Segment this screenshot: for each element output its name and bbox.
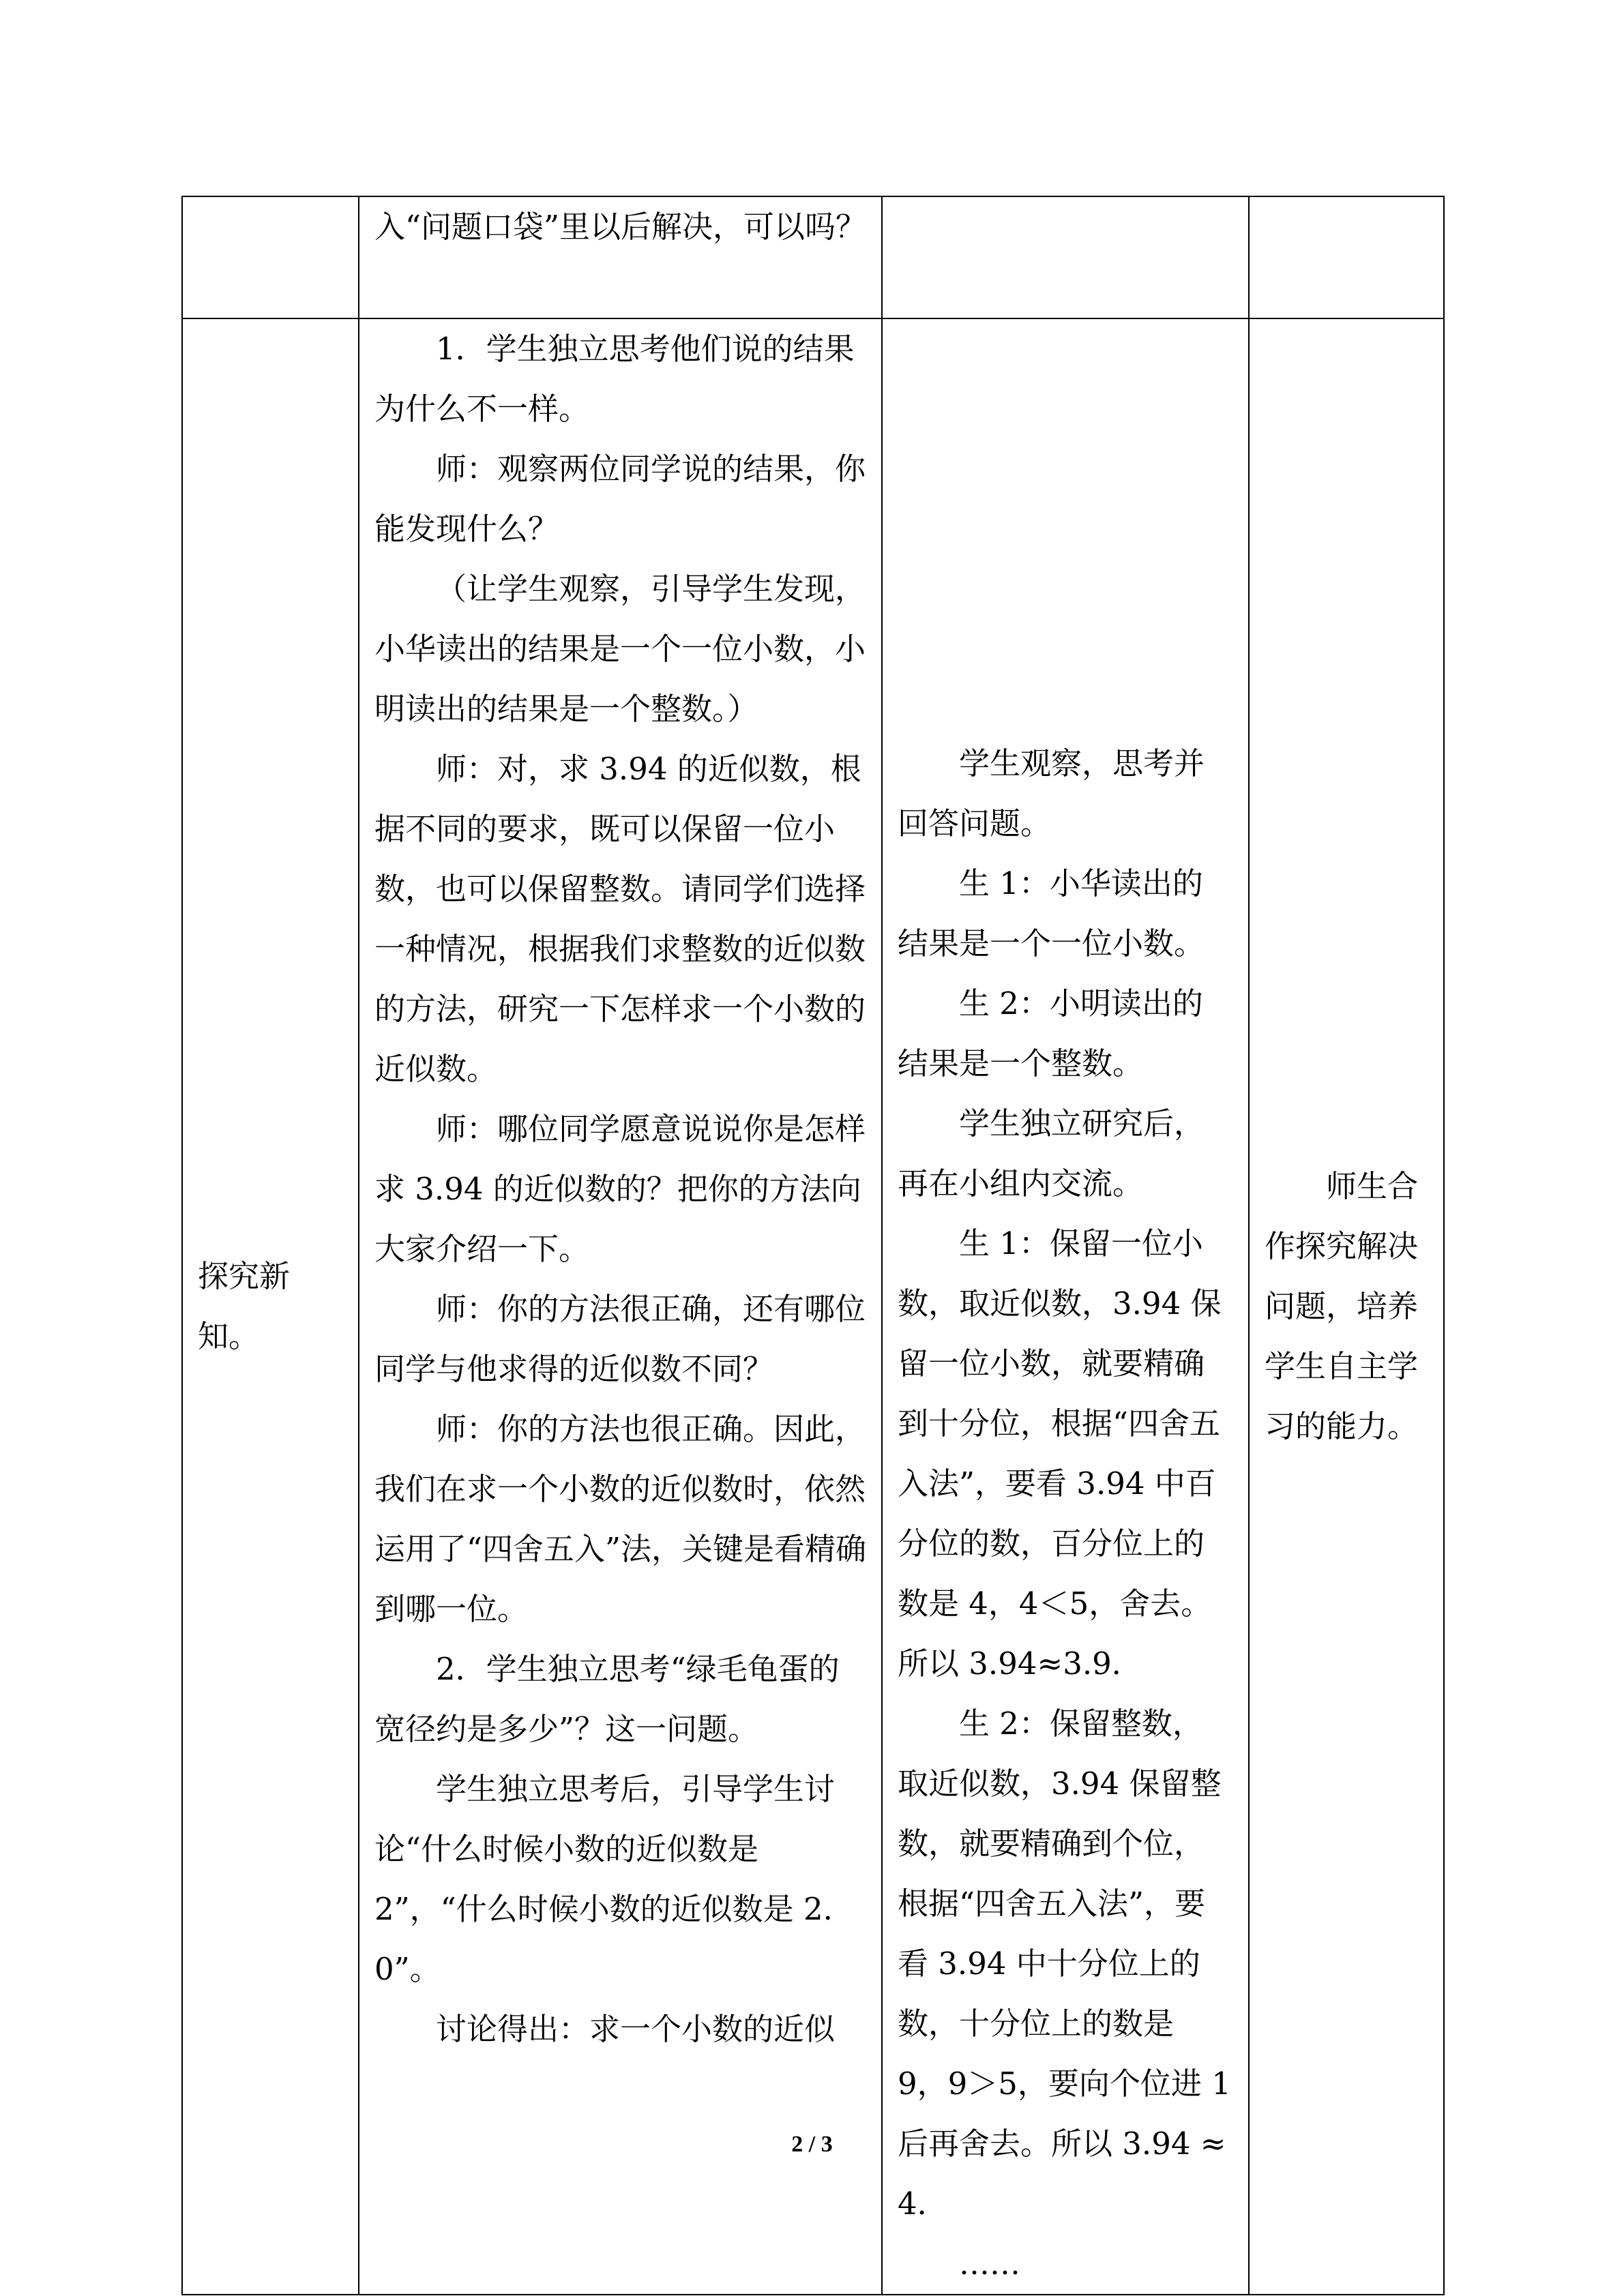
- design-intent-text: 师生合作探究解决问题，培养学生自主学习的能力。: [1265, 1168, 1419, 1444]
- student-paragraph: 学生观察，思考并回答问题。: [898, 745, 1205, 841]
- student-activity-cell-empty: [882, 196, 1249, 318]
- teacher-paragraph: 师：观察两位同学说的结果，你能发现什么？: [374, 451, 866, 547]
- student-paragraph: 生 2：保留整数，取近似数，3.94 保留整数，就要精确到个位，根据“四舍五入法”，要看 3.94 中十分位上的数，十分位上的数是 9，9＞5，要向个位进 1 后再舍去。所以 3.94 ≈4．: [898, 1705, 1231, 2222]
- student-paragraph: 学生独立研究后，再在小组内交流。: [898, 1105, 1205, 1202]
- student-paragraph: 生 1：小华读出的结果是一个一位小数。: [898, 865, 1205, 961]
- teacher-paragraph: 师：哪位同学愿意说说你是怎样求 3.94 的近似数的？把你的方法向大家介绍一下。: [374, 1111, 866, 1267]
- teacher-continued-text: 入“问题口袋”里以后解决，可以吗？: [374, 209, 867, 245]
- student-activity-cell: [882, 318, 1249, 2295]
- teacher-paragraph: 讨论得出：求一个小数的近似: [436, 2011, 836, 2047]
- stage-cell: [182, 318, 359, 2295]
- design-intent-cell: [1249, 318, 1444, 2295]
- stage-label: 探究新知。: [198, 1258, 291, 1354]
- design-intent-cell-empty: [1249, 196, 1444, 318]
- teacher-paragraph: 师：对，求 3.94 的近似数，根据不同的要求，既可以保留一位小数，也可以保留整数。请同学们选择一种情况，根据我们求整数的近似数的方法，研究一下怎样求一个小数的近似数。: [374, 751, 866, 1087]
- lesson-plan-table: [181, 196, 1445, 2295]
- table-row-explore: [182, 318, 1444, 2295]
- teacher-paragraph: 1．学生独立思考他们说的结果为什么不一样。: [374, 331, 855, 427]
- student-paragraph: 生 1：保留一位小数，取近似数，3.94 保留一位小数，就要精确到十分位，根据“四舍五入法”，要看 3.94 中百分位的数，百分位上的数是 4，4＜5，舍去。所以 3.94≈3.9．: [898, 1225, 1222, 1682]
- teacher-paragraph: 学生独立思考后，引导学生讨论“什么时候小数的近似数是 2”，“什么时候小数的近似数是 2.0”。: [374, 1771, 836, 1987]
- teacher-paragraph: 师：你的方法也很正确。因此，我们在求一个小数的近似数时，依然运用了“四舍五入”法，关键是看精确到哪一位。: [374, 1411, 867, 1627]
- student-ellipsis: ……: [959, 2246, 1020, 2282]
- page-number: 2 / 3: [791, 2132, 833, 2157]
- table-row-continued: [182, 196, 1444, 318]
- teacher-activity-cell: [359, 318, 882, 2295]
- teacher-activity-cell: [359, 196, 882, 318]
- teacher-paragraph: （让学生观察，引导学生发现，小华读出的结果是一个一位小数，小明读出的结果是一个整数。）: [374, 571, 866, 727]
- teacher-paragraph: 师：你的方法很正确，还有哪位同学与他求得的近似数不同？: [374, 1291, 866, 1387]
- stage-cell-empty: [182, 196, 359, 318]
- student-paragraph: 生 2：小明读出的结果是一个整数。: [898, 985, 1203, 1082]
- teacher-paragraph: 2．学生独立思考“绿毛龟蛋的宽径约是多少”？这一问题。: [374, 1651, 840, 1747]
